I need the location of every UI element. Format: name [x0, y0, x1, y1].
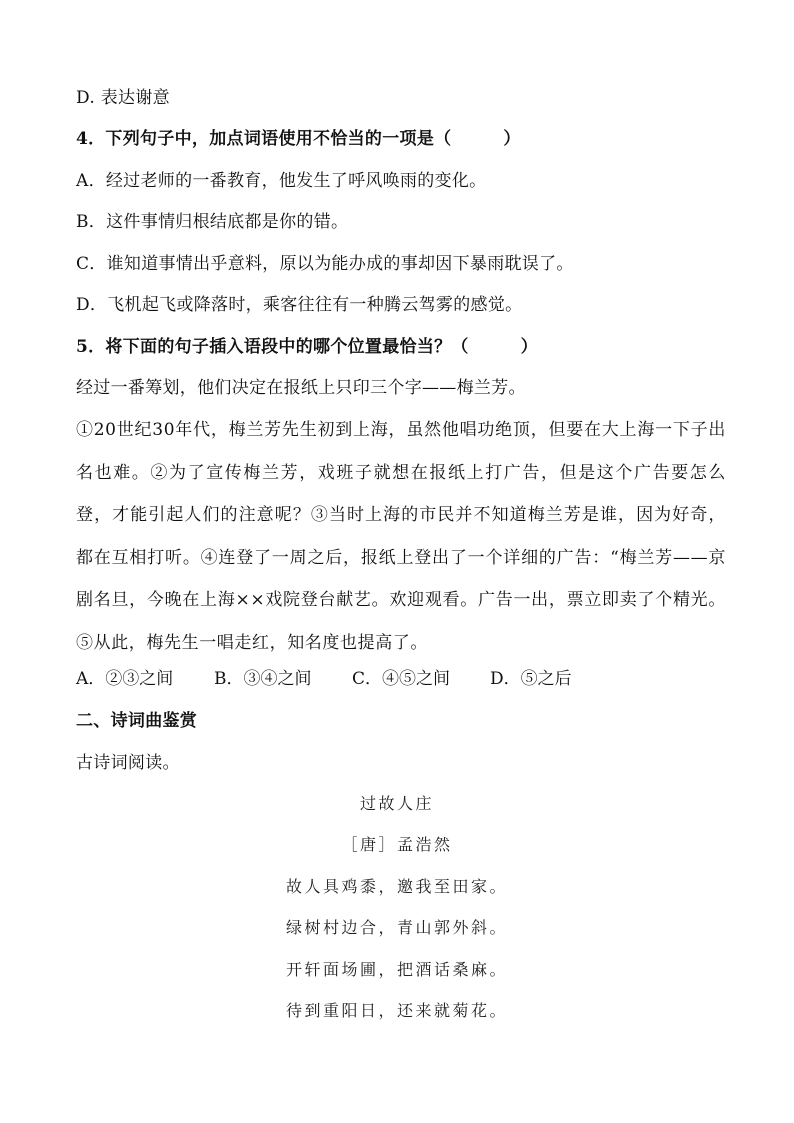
poem-line: 绿树村边合，青山郭外斜。 — [285, 918, 508, 937]
poem-title: 过故人庄 — [359, 794, 434, 813]
q3-option-d: D. 表达谢意 — [76, 88, 170, 108]
q5-question: 5．将下面的句子插入语段中的哪个位置最恰当？（ ） — [76, 337, 538, 357]
poem-line: 待到重阳日，还来就菊花。 — [285, 1001, 508, 1020]
q5-passage: ①20世纪30年代，梅兰芳先生初到上海，虽然他唱功绝顶，但要在大上海一下子出名也难。②为了宣传梅兰芳，戏班子就想在报纸上打广告，但是这个广告要怎么登，才能引起人们的注意呢？③当时上海的市民并不知道梅兰芳是谁，因为好奇，都在互相打听。④连登了一周之后，报纸上登出了一个详细的广告：“梅兰芳——京剧名旦，今晚在上海××戏院登台献艺。欢迎观看。广告一出，票立即卖了个精光。⑤从此，梅先生一唱走红，知名度也提高了。 — [76, 420, 726, 653]
q4-option-a: A．经过老师的一番教育，他发生了呼风唤雨的变化。 — [76, 171, 487, 191]
poem-line: 故人具鸡黍，邀我至田家。 — [285, 877, 508, 896]
q4-option-c: C．谁知道事情出乎意料，原以为能办成的事却因下暴雨耽误了。 — [76, 254, 574, 274]
q4-option-d: D．飞机起飞或降落时，乘客往往有一种腾云驾雾的感觉。 — [76, 295, 523, 315]
q4-option-b: B．这件事情归根结底都是你的错。 — [76, 212, 349, 232]
q5-option-c: C．④⑤之间 — [352, 669, 451, 689]
q5-option-d: D．⑤之后 — [490, 669, 572, 689]
q5-option-b: B．③④之间 — [214, 669, 312, 689]
section-title: 二、诗词曲鉴赏 — [76, 711, 198, 731]
poem-author: ［唐］孟浩然 — [341, 835, 453, 854]
poem-line: 开轩面场圃，把酒话桑麻。 — [285, 960, 508, 979]
q5-insert-sentence: 经过一番筹划，他们决定在报纸上只印三个字——梅兰芳。 — [76, 378, 526, 398]
q5-options — [76, 668, 572, 690]
q4-question: 4．下列句子中，加点词语使用不恰当的一项是（ ） — [76, 129, 521, 149]
q5-option-a: A．②③之间 — [76, 669, 174, 689]
section-intro: 古诗词阅读。 — [76, 753, 180, 773]
